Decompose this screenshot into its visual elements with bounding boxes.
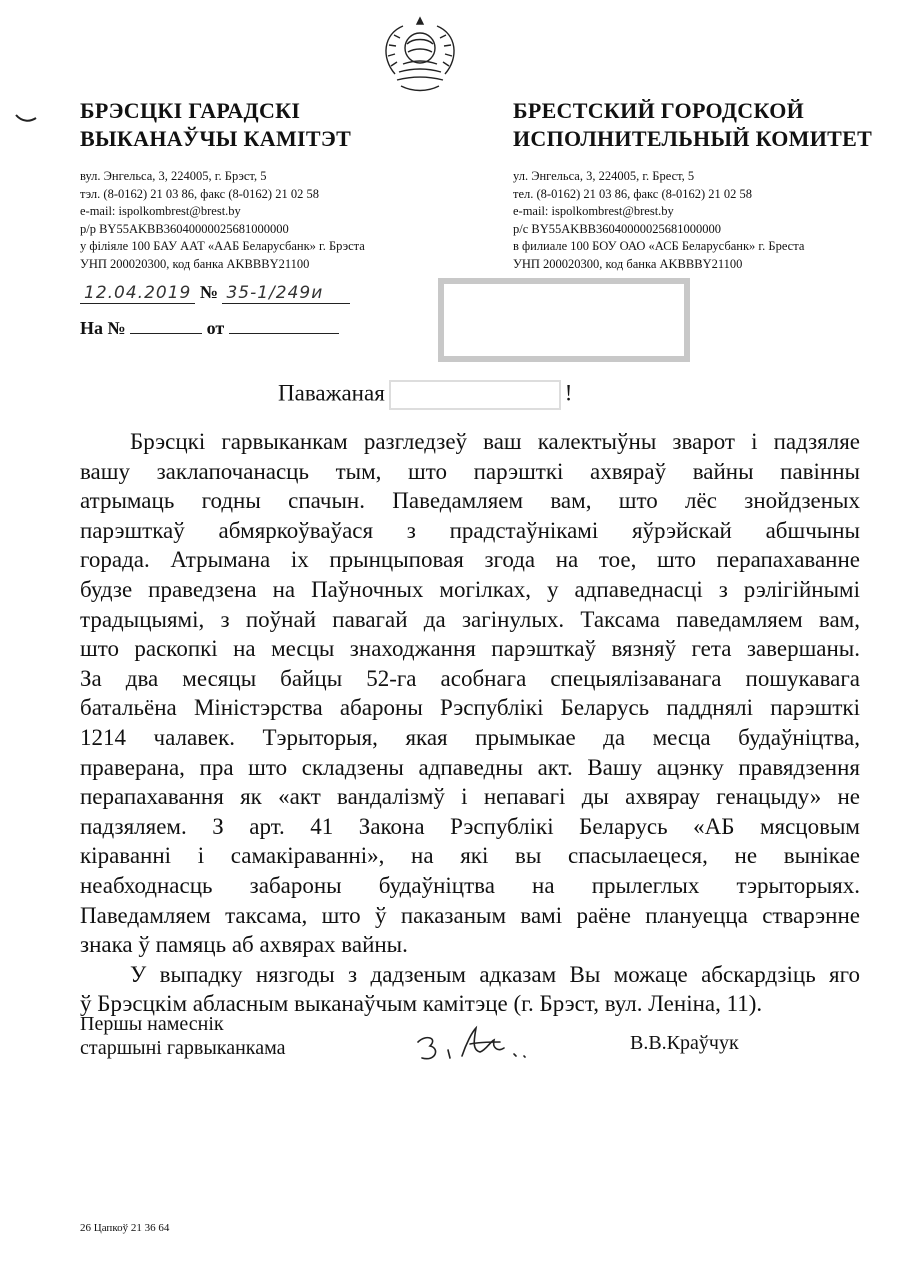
body-line: знака ў памяць аб ахвярах вайны.	[80, 932, 408, 958]
body-line: У выпадку нязгоды з дадзеным адказам Вы можаце абскардзіць яго	[130, 961, 860, 987]
tax-id: УНП 200020300, код банка AKBBBY21100	[513, 256, 743, 271]
org-name-line: ВЫКАНАЎЧЫ КАМІТЭТ	[80, 126, 352, 151]
body-line: Брэсцкі гарвыканкам разгледзеў ваш калектыўны зварот і падзяляе	[130, 429, 860, 454]
body-line: кіраванні і самакіраванні», на які вы спасылаецеся, не вынікае	[80, 843, 860, 869]
org-name-line: БРЕСТСКИЙ ГОРОДСКОЙ	[513, 98, 805, 123]
reply-date-blank	[229, 333, 339, 334]
body-line: атрымаць годны спачын. Паведамляем вам, што лёс знойдзеных	[80, 488, 860, 514]
address: ул. Энгельса, 3, 224005, г. Брест, 5	[513, 169, 695, 183]
redacted-recipient-name	[389, 380, 561, 410]
position-line: старшыні гарвыканкама	[80, 1037, 286, 1059]
executor-info: 26 Цапкоў 21 36 64	[80, 1222, 170, 1234]
org-name-belarusian	[80, 97, 351, 153]
email: e-mail: ispolkombrest@brest.by	[80, 204, 241, 218]
tax-id: УНП 200020300, код банка AKBBBY21100	[80, 256, 310, 271]
state-emblem-icon	[375, 14, 465, 96]
address: вул. Энгельса, 3, 224005, г. Брэст, 5	[80, 169, 267, 183]
document-number: 35-1/249и	[222, 283, 350, 304]
reply-reference	[80, 318, 339, 339]
body-line: традыцыямі, з поўнай павагай да загінулых. Таксама паведамляем вам,	[80, 606, 860, 632]
org-name-russian	[513, 97, 872, 153]
contact-block-belarusian	[80, 168, 365, 273]
body-line: падзяляем. З арт. 41 Закона Рэспублікі Беларусь «АБ мясцовым	[80, 813, 860, 839]
signer-name: В.В.Краўчук	[630, 1032, 739, 1054]
scan-mark-icon	[14, 112, 38, 124]
contact-block-russian	[513, 168, 804, 273]
handwritten-signature	[410, 1020, 550, 1070]
phone: тел. (8-0162) 21 03 86, факс (8-0162) 21 02 58	[513, 186, 753, 201]
body-line: што раскопкі на месцы знаходжання парэшткаў вязняў гета завершаны.	[80, 636, 860, 662]
body-line: ў Брэсцкім абласным выканаўчым камітэце (г. Брэст, вул. Леніна, 11).	[80, 991, 763, 1017]
number-label: №	[199, 282, 218, 302]
body-line: Паведамляем таксама, што ў паказаным вамі раёне плануецца стварэнне	[80, 902, 860, 928]
salutation	[278, 380, 572, 410]
document-date: 12.04.2019	[80, 283, 195, 304]
body-line: будзе праведзена на Паўночных могілках, у адпаведнасці з рэлігійнымі	[80, 576, 860, 602]
greeting: Паважаная	[278, 380, 385, 406]
position-line: Першы намеснік	[80, 1013, 224, 1035]
reply-from-label: от	[206, 318, 225, 338]
document-reference	[80, 282, 350, 304]
body-line: перапахавання як «акт вандалізмў і непавагі ды ахвярау генацыду» не	[80, 784, 860, 810]
phone: тэл. (8-0162) 21 03 86, факс (8-0162) 21 02 58	[80, 186, 319, 201]
bank-branch: у філіяле 100 БАУ ААТ «ААБ Беларусбанк» г. Брэста	[80, 239, 365, 253]
email: e-mail: ispolkombrest@brest.by	[513, 204, 674, 218]
signer-position	[80, 1012, 285, 1060]
body-line: 1214 чалавек. Тэрыторыя, якая прымыкае да месца будаўніцтва,	[80, 724, 860, 750]
body-line: батальёна Міністэрства абароны Рэспублікі Беларусь падднялі парэшткі	[80, 695, 860, 721]
letter-body	[80, 427, 860, 1019]
body-line: горада. Атрымана іх прынцыповая згода на тое, што перапахаванне	[80, 547, 860, 573]
reply-number-label: На №	[80, 318, 126, 338]
reply-number-blank	[130, 333, 202, 334]
body-line: праверана, пра што складзены адпаведны акт. Вашу ацэнку правядзення	[80, 754, 860, 780]
redacted-recipient-address	[438, 278, 690, 362]
org-name-line: ИСПОЛНИТЕЛЬНЫЙ КОМИТЕТ	[513, 126, 873, 151]
body-line: вашу заклапочанасць тым, што парэшткі ахвяраў вайны павінны	[80, 458, 860, 484]
bank-account: р/с BY55AKBB36040000025681000000	[513, 221, 721, 236]
greeting-end: !	[564, 380, 573, 406]
bank-branch: в филиале 100 БОУ ОАО «АСБ Беларусбанк» г. Бреста	[513, 239, 805, 253]
body-line: парэшткаў абмяркоўваўася з прадстаўнікамі яўрэйскай абшчыны	[80, 517, 860, 543]
org-name-line: БРЭСЦКІ ГАРАДСКІ	[80, 98, 301, 123]
body-line: неабходнасць забароны будаўніцтва на прылеглых тэрыторыях.	[80, 872, 860, 898]
bank-account: р/р BY55AKBB36040000025681000000	[80, 221, 289, 236]
body-line: За два месяцы байцы 52-га асобнага спецыялізаванага пошукавага	[80, 665, 860, 691]
